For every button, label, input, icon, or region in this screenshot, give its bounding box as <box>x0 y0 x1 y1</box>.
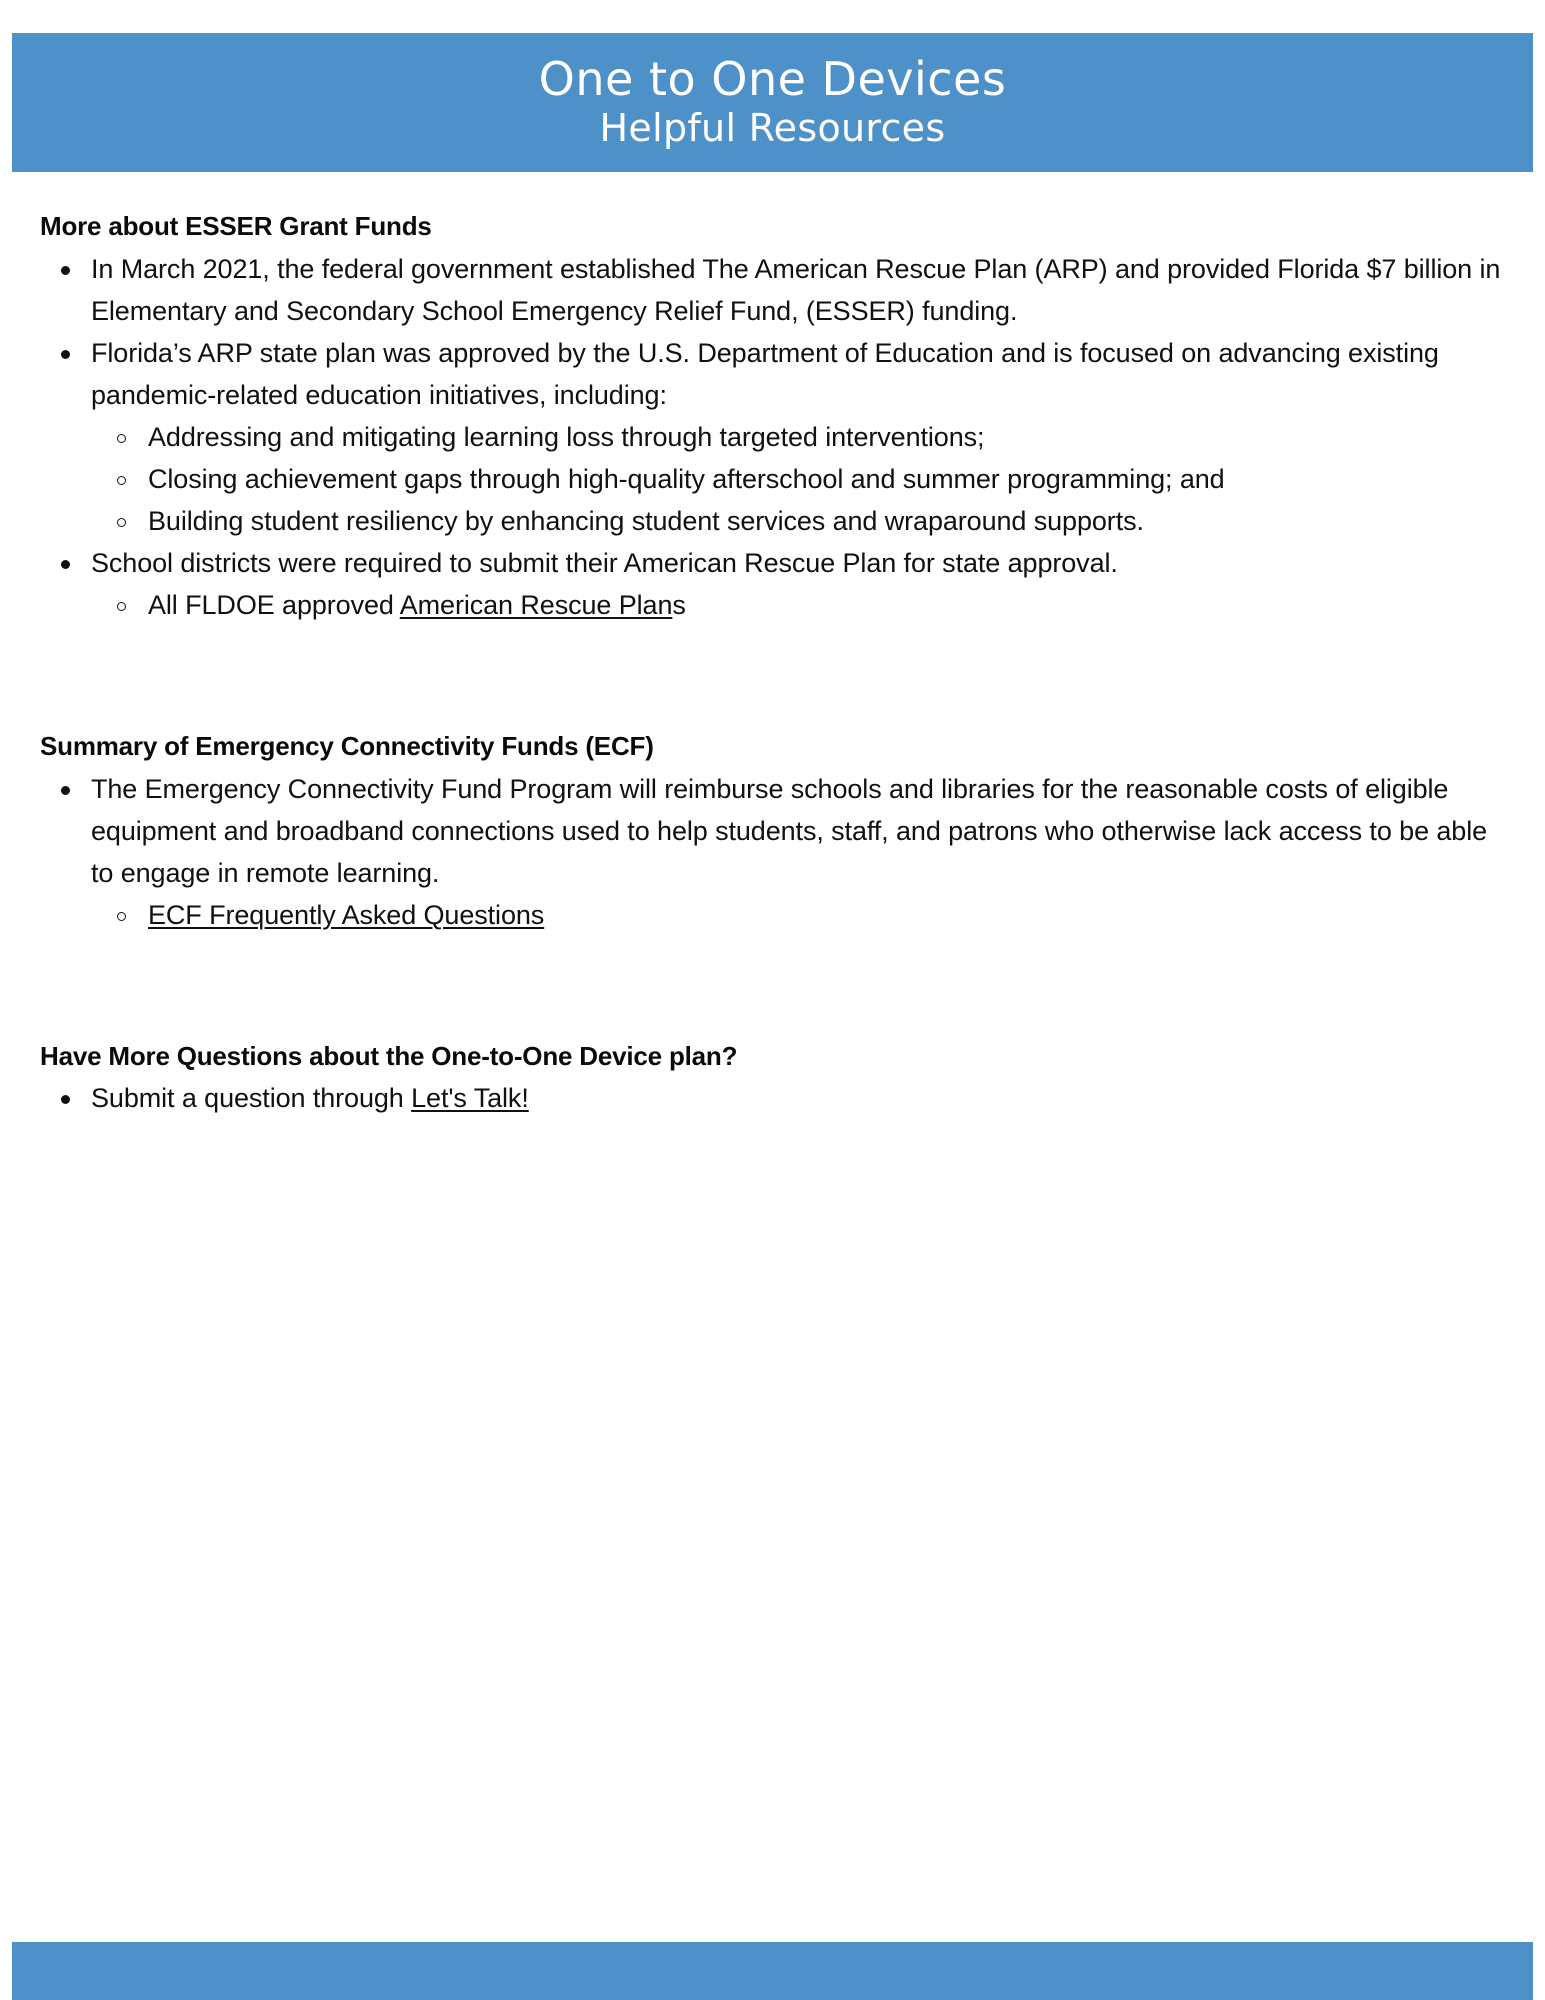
bullet-disc-icon <box>56 248 74 290</box>
footer-banner <box>12 1942 1533 2000</box>
sub-bullet-list <box>91 894 1505 936</box>
list-item <box>40 332 1505 542</box>
bullet-circle-icon <box>112 584 130 626</box>
content-section <box>0 210 1545 626</box>
content-section <box>0 730 1545 936</box>
section-heading: Summary of Emergency Connectivity Funds (ECF) <box>40 730 654 761</box>
list-item-text: All FLDOE approved <box>148 589 400 620</box>
sub-bullet-list <box>91 416 1505 542</box>
bullet-disc-icon <box>56 768 74 810</box>
bullet-disc-icon <box>56 1077 74 1119</box>
sub-list-item <box>91 458 1505 500</box>
sub-list-item <box>91 894 1505 936</box>
hyperlink[interactable]: Let's Talk! <box>411 1083 529 1114</box>
list-item-text: Submit a question through <box>91 1083 412 1114</box>
sub-list-item <box>91 584 1505 626</box>
list-item-text: Florida’s ARP state plan was approved by the U.S. Department of Education and is focused on advancing existing pandemic-related education initiatives, including: <box>91 337 1439 410</box>
list-item-text: School districts were required to submit their American Rescue Plan for state approval. <box>91 547 1118 578</box>
hyperlink[interactable]: ECF Frequently Asked Questions <box>148 899 545 930</box>
list-item-text: The Emergency Connectivity Fund Program will reimburse schools and libraries for the reasonable costs of eligible equipment and broadband connections used to help students, staff, and patrons who otherwise lack access to be able to engage in remote learning. <box>91 773 1488 888</box>
bullet-list <box>40 1077 1505 1119</box>
bullet-circle-icon <box>112 894 130 936</box>
page-title: One to One Devices <box>538 52 1007 107</box>
sub-bullet-list <box>91 584 1505 626</box>
list-item <box>40 768 1505 936</box>
section-heading: Have More Questions about the One-to-One Device plan? <box>40 1040 738 1071</box>
bullet-list <box>40 768 1505 936</box>
bullet-list <box>40 248 1505 626</box>
sub-list-item <box>91 500 1505 542</box>
list-item-text: Closing achievement gaps through high-quality afterschool and summer programming; and <box>148 463 1225 494</box>
bullet-circle-icon <box>112 416 130 458</box>
hyperlink[interactable]: American Rescue Plan <box>399 589 673 620</box>
sub-list-item <box>91 416 1505 458</box>
list-item <box>40 542 1505 626</box>
bullet-circle-icon <box>112 500 130 542</box>
list-item-text: Building student resiliency by enhancing student services and wraparound supports. <box>148 505 1144 536</box>
list-item-text: s <box>672 589 686 620</box>
list-item <box>40 248 1505 332</box>
bullet-disc-icon <box>56 542 74 584</box>
section-heading: More about ESSER Grant Funds <box>40 211 432 241</box>
list-item <box>40 1077 1505 1119</box>
list-item-text: Addressing and mitigating learning loss through targeted interventions; <box>148 421 985 452</box>
bullet-circle-icon <box>112 458 130 500</box>
document-body <box>0 210 1545 1119</box>
content-section <box>0 1040 1545 1120</box>
page-subtitle: Helpful Resources <box>599 105 946 150</box>
header-banner <box>12 33 1533 172</box>
bullet-disc-icon <box>56 332 74 374</box>
list-item-text: In March 2021, the federal government established The American Rescue Plan (ARP) and provided Florida $7 billion in Elementary and Secondary School Emergency Relief Fund, (ESSER) funding. <box>91 253 1501 326</box>
